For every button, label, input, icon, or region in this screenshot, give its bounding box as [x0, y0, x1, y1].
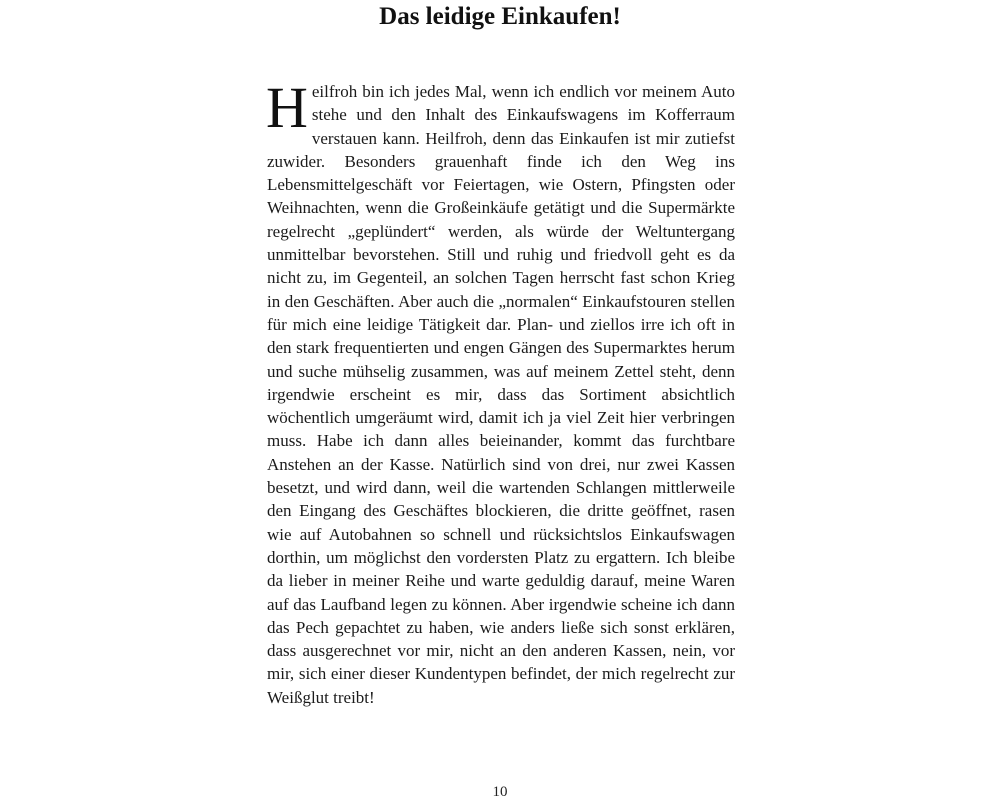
body-paragraph: [266, 75, 735, 709]
drop-cap: H: [266, 75, 308, 140]
chapter-title: Das leidige Einkaufen!: [379, 3, 621, 30]
page-number: 10: [492, 784, 508, 800]
paragraph-text: eilfroh bin ich jedes Mal, wenn ich endlich vor meinem Auto stehe und den Inhalt des Einkaufswagens im Kofferraum verstauen kann. Heilfroh, denn das Einkaufen ist mir zutiefst zuwider. Besonders grauenhaft finde ich den Weg ins Lebensmittelgeschäft vor Feiertagen, wie Ostern, Pfingsten oder Weihnachten, wenn die Großeinkäufe getätigt und die Supermärkte regelrecht „geplündert“ werden, als würde der Weltuntergang unmittelbar bevorstehen. Still und ruhig und friedvoll geht es da nicht zu, im Gegenteil, an solchen Tagen herrscht fast schon Krieg in den Geschäften. Aber auch die „normalen“ Einkaufstouren stellen für mich eine leidige Tätigkeit dar. Plan- und ziellos irre ich oft in den stark frequentierten und engen Gängen des Supermarktes herum und suche mühselig zusammen, was auf meinem Zettel steht, denn irgendwie erscheint es mir, dass das Sortiment absichtlich wöchentlich umgeräumt wird, damit ich ja viel Zeit hier verbringen muss. Habe ich dann alles beieinander, kommt das furchtbare Anstehen an der Kasse. Natürlich sind von drei, nur zwei Kassen besetzt, und wird dann, weil die wartenden Schlangen mittlerweile den Eingang des Geschäftes blockieren, die dritte geöffnet, rasen wie auf Autobahnen so schnell und rücksichtslos Einkaufswagen dorthin, um möglichst den vordersten Platz zu ergattern. Ich bleibe da lieber in meiner Reihe und warte geduldig darauf, meine Waren auf das Laufband legen zu können. Aber irgendwie scheine ich dann das Pech gepachtet zu haben, wie anders ließe sich sonst erklären, dass ausgerechnet vor mir, nicht an den anderen Kassen, nein, vor mir, sich einer dieser Kundentypen befindet, der mich regelrecht zur Weißglut treibt!: [267, 82, 735, 707]
